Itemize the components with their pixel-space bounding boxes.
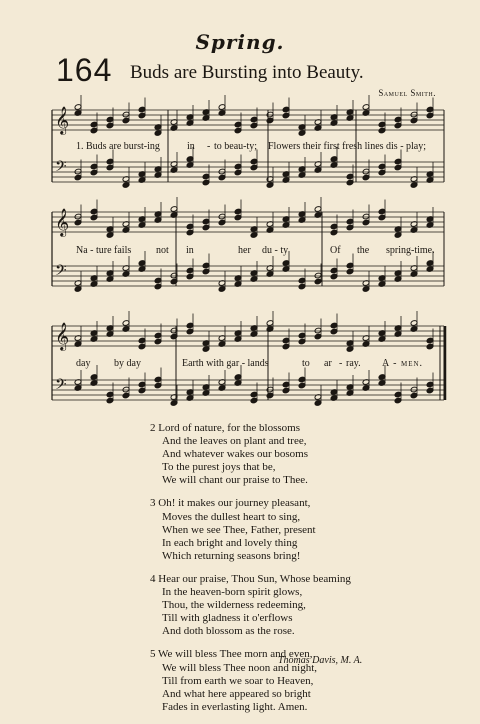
verse-line: Thou, the wilderness redeeming, — [162, 599, 306, 612]
verse-line: Which returning seasons bring! — [162, 549, 301, 562]
lyric-syllable: Flowers their first fresh lines dis - play; — [268, 141, 427, 152]
lyric-syllable: in — [186, 245, 194, 256]
lyric-syllable: day — [76, 358, 91, 369]
lyric-syllable: spring-time. — [386, 245, 435, 256]
lyric-syllable: to — [302, 358, 310, 369]
lyric-syllable: - — [339, 358, 343, 369]
verse-line: When we see Thee, Father, present — [162, 523, 316, 536]
verse-line: 2 Lord of nature, for the blossoms — [150, 422, 300, 434]
hymn-number: 164 — [56, 52, 113, 88]
verse-line: We will bless Thee noon and night, — [162, 661, 318, 674]
verse-2 — [150, 422, 450, 487]
verse-line: In each bright and lovely thing — [162, 536, 298, 549]
lyric-syllable: du - ty — [262, 245, 289, 256]
verse-4 — [150, 573, 450, 638]
lyric-syllable: the — [357, 245, 370, 256]
verse-line: 3 Oh! it makes our journey pleasant, — [150, 497, 311, 510]
treble-clef-icon: 𝄞 — [55, 322, 70, 350]
additional-verses — [150, 422, 450, 724]
bass-clef-icon: 𝄢 — [55, 262, 67, 283]
verse-line: In the heaven-born spirit glows, — [162, 586, 303, 599]
bass-clef-icon: 𝄢 — [55, 376, 67, 397]
lyric-syllable: her — [238, 245, 251, 256]
lyric-syllable: Earth with gar - lands — [182, 358, 269, 369]
lyric-syllable: 1. Buds are burst-ing — [76, 141, 160, 152]
verse-line: To the purest joys that be, — [162, 461, 276, 474]
verse-line: Till with gladness it o'erflows — [162, 612, 293, 625]
treble-clef-icon: 𝄞 — [55, 208, 70, 236]
lyric-syllable: Na - ture fails — [76, 245, 132, 256]
verse-line: And the leaves on plant and tree, — [162, 435, 307, 448]
lyric-syllable: by day — [114, 358, 141, 369]
verse-line: Till from earth we soar to Heaven, — [162, 674, 314, 687]
verse-line: We will chant our praise to Thee. — [162, 474, 308, 487]
verse-line: And doth blossom as the rose. — [162, 625, 295, 638]
lyric-syllable: - — [207, 141, 211, 152]
verse-line: And what here appeared so bright — [162, 687, 311, 700]
author-credit: Thomas Davis, M. A. — [278, 655, 363, 666]
treble-clef-icon: 𝄞 — [55, 106, 70, 134]
lyric-syllable: not — [156, 245, 169, 256]
verse-line: 5 We will bless Thee morn and even, — [150, 648, 313, 661]
bass-clef-icon: 𝄢 — [55, 158, 67, 179]
verse-line: 4 Hear our praise, Thou Sun, Whose beaming — [150, 572, 351, 585]
section-title: Spring. — [195, 30, 285, 54]
verse-line: Fades in everlasting light. Amen. — [162, 700, 308, 713]
lyric-syllable: ray. — [346, 358, 361, 369]
verse-3 — [150, 497, 450, 562]
composer-credit: Samuel Smith. — [378, 88, 436, 98]
lyric-syllable: in — [187, 141, 195, 152]
hymn-title: Buds are Bursting into Beauty. — [130, 62, 364, 83]
verse-line: And whatever wakes our bosoms — [162, 448, 309, 461]
verse-line: Moves the dullest heart to sing, — [162, 510, 301, 523]
amen-lyric: A - men. — [382, 358, 424, 369]
lyric-syllable: Of — [330, 245, 341, 256]
lyric-syllable: ar — [324, 358, 332, 369]
lyric-syllable: to beau-ty; — [214, 141, 258, 152]
